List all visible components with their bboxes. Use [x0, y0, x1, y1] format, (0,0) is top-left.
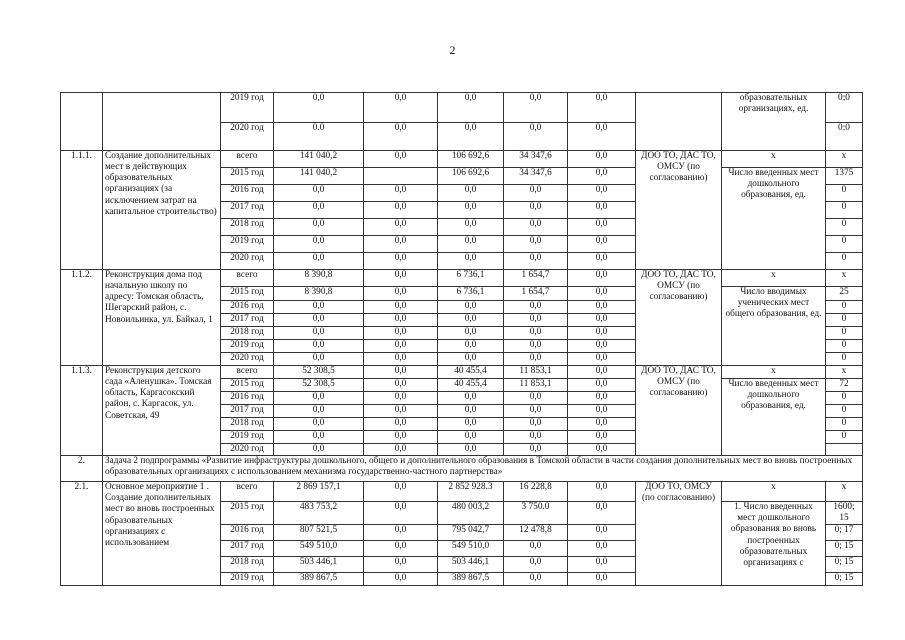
program-table	[60, 92, 863, 586]
indicator-x: x	[722, 366, 826, 379]
year-cell: всего	[221, 151, 274, 168]
amount-cell: 483 753,2	[274, 502, 364, 525]
year-cell: 2015 год	[221, 502, 274, 525]
value-x: x	[826, 482, 863, 502]
amount-cell: 0,0	[504, 185, 568, 202]
year-cell: всего	[221, 366, 274, 379]
amount-cell: 141 040,2	[274, 151, 364, 168]
amount-cell: 0,0	[364, 270, 438, 287]
amount-cell: 0,0	[504, 557, 568, 573]
amount-cell: 0,0	[568, 185, 636, 202]
amount-cell: 11 853,1	[504, 379, 568, 392]
year-cell: 2019 год	[221, 431, 274, 444]
value-cell: 0	[826, 301, 863, 314]
amount-cell: 0,0	[438, 202, 504, 219]
amount-cell: 0,0	[568, 151, 636, 168]
indicator-x: x	[722, 270, 826, 287]
year-cell: 2020 год	[221, 444, 274, 456]
value-cell: 0	[826, 236, 863, 253]
value-cell: 25	[826, 287, 863, 301]
amount-cell: 0,0	[504, 253, 568, 270]
amount-cell: 0,0	[568, 123, 636, 151]
amount-cell: 141 040,2	[274, 168, 364, 185]
amount-cell: 0,0	[438, 301, 504, 314]
amount-cell: 0,0	[274, 202, 364, 219]
amount-cell: 0,0	[504, 327, 568, 340]
executor-cell: ДОО ТО, ОМСУ (по согласованию)	[636, 482, 722, 585]
amount-cell: 0,0	[274, 405, 364, 418]
section-name: Создание дополнительных мест в действующих образовательных организациях (за исключением затрат на капитальное строительство)	[103, 151, 221, 270]
value-cell: 0	[826, 392, 863, 405]
amount-cell: 0,0	[364, 541, 438, 557]
year-cell: 2015 год	[221, 168, 274, 185]
amount-cell: 0,0	[364, 557, 438, 573]
amount-cell: 0,0	[504, 93, 568, 123]
amount-cell: 389 867,5	[438, 573, 504, 585]
amount-cell: 12 478,8	[504, 525, 568, 541]
amount-cell: 0,0	[274, 301, 364, 314]
amount-cell: 0,0	[568, 392, 636, 405]
year-cell: 2018 год	[221, 219, 274, 236]
year-cell: 2019 год	[221, 93, 274, 123]
amount-cell: 0,0	[568, 93, 636, 123]
amount-cell: 0,0	[438, 123, 504, 151]
executor-cell: ДОО ТО, ДАС ТО, ОМСУ (по согласованию)	[636, 366, 722, 456]
amount-cell: 0,0	[568, 366, 636, 379]
amount-cell: 0,0	[504, 301, 568, 314]
amount-cell: 0,0	[568, 557, 636, 573]
value-cell: 0	[826, 405, 863, 418]
amount-cell: 0,0	[438, 340, 504, 353]
amount-cell: 549 510,0	[274, 541, 364, 557]
amount-cell: 0,0	[274, 219, 364, 236]
amount-cell: 0,0	[364, 314, 438, 327]
amount-cell: 0,0	[504, 541, 568, 557]
value-cell: 0;0	[826, 123, 863, 151]
amount-cell: 0,0	[438, 405, 504, 418]
amount-cell: 0,0	[274, 418, 364, 431]
section-number: 1.1.2.	[61, 270, 103, 366]
amount-cell: 0,0	[504, 202, 568, 219]
indicator-cell: Число введенных мест дошкольного образования, ед.	[722, 379, 826, 456]
amount-cell: 0,0	[364, 573, 438, 585]
amount-cell	[364, 168, 438, 185]
amount-cell: 34 347,6	[504, 168, 568, 185]
year-cell: 2017 год	[221, 314, 274, 327]
amount-cell: 0,0	[364, 236, 438, 253]
amount-cell: 795 042,7	[438, 525, 504, 541]
amount-cell: 0,0	[364, 185, 438, 202]
amount-cell: 0,0	[568, 431, 636, 444]
value-cell: 0; 15	[826, 541, 863, 557]
amount-cell: 0,0	[568, 340, 636, 353]
amount-cell: 0,0	[364, 379, 438, 392]
value-x: x	[826, 366, 863, 379]
amount-cell: 0,0	[364, 444, 438, 456]
amount-cell: 0,0	[364, 253, 438, 270]
amount-cell: 0,0	[438, 236, 504, 253]
amount-cell: 0,0	[504, 405, 568, 418]
section-number: 2.1.	[61, 482, 103, 585]
amount-cell: 0,0	[568, 482, 636, 502]
amount-cell: 0,0	[364, 392, 438, 405]
amount-cell: 0,0	[438, 185, 504, 202]
amount-cell: 0,0	[364, 431, 438, 444]
amount-cell: 0,0	[568, 502, 636, 525]
amount-cell: 0,0	[364, 502, 438, 525]
amount-cell: 40 455,4	[438, 379, 504, 392]
amount-cell: 0,0	[568, 573, 636, 585]
amount-cell: 11 853,1	[504, 366, 568, 379]
year-cell: всего	[221, 482, 274, 502]
amount-cell: 480 003,2	[438, 502, 504, 525]
indicator-cell: 1. Число введенных мест дошкольного образования во вновь построенных образовательных организациях с	[722, 502, 826, 585]
amount-cell: 0,0	[568, 418, 636, 431]
year-cell: 2018 год	[221, 418, 274, 431]
amount-cell: 1 654,7	[504, 287, 568, 301]
amount-cell: 0,0	[274, 392, 364, 405]
amount-cell: 549 510,0	[438, 541, 504, 557]
value-cell: 0; 15	[826, 573, 863, 585]
year-cell: 2017 год	[221, 405, 274, 418]
amount-cell: 0,0	[438, 431, 504, 444]
amount-cell: 0,0	[438, 392, 504, 405]
amount-cell: 0,0	[364, 525, 438, 541]
amount-cell: 0,0	[364, 93, 438, 123]
amount-cell: 0,0	[568, 287, 636, 301]
name-cell	[103, 93, 221, 151]
amount-cell: 807 521,5	[274, 525, 364, 541]
task-number: 2.	[61, 456, 103, 482]
year-cell: 2017 год	[221, 541, 274, 557]
amount-cell: 0,0	[364, 327, 438, 340]
amount-cell: 0,0	[504, 236, 568, 253]
amount-cell: 0,0	[568, 444, 636, 456]
num-cell	[61, 93, 103, 151]
amount-cell: 0,0	[504, 392, 568, 405]
amount-cell: 106 692,6	[438, 168, 504, 185]
section-name: Основное мероприятие 1 . Создание дополнительных мест во вновь построенных образовательных организациях с использованием	[103, 482, 221, 585]
indicator-x: x	[722, 151, 826, 168]
amount-cell: 0,0	[568, 301, 636, 314]
indicator-cell: образовательных организациях, ед.	[722, 93, 826, 151]
year-cell: 2017 год	[221, 202, 274, 219]
amount-cell: 0,0	[568, 270, 636, 287]
amount-cell: 0,0	[364, 405, 438, 418]
section-number: 1.1.3.	[61, 366, 103, 456]
amount-cell: 0,0	[274, 236, 364, 253]
amount-cell: 0,0	[568, 253, 636, 270]
value-cell: 1375	[826, 168, 863, 185]
amount-cell: 0,0	[364, 482, 438, 502]
amount-cell: 0,0	[274, 253, 364, 270]
indicator-x: x	[722, 482, 826, 502]
amount-cell: 0,0	[438, 327, 504, 340]
amount-cell: 40 455,4	[438, 366, 504, 379]
indicator-cell: Число введенных мест дошкольного образования, ед.	[722, 168, 826, 270]
value-cell: 0	[826, 327, 863, 340]
amount-cell: 0.0	[274, 123, 364, 151]
amount-cell: 16 228,8	[504, 482, 568, 502]
value-cell: 0	[826, 340, 863, 353]
amount-cell: 0,0	[568, 168, 636, 185]
amount-cell: 0,0	[438, 418, 504, 431]
section-number: 1.1.1.	[61, 151, 103, 270]
amount-cell: 2 852 928.3	[438, 482, 504, 502]
amount-cell: 52 308,5	[274, 366, 364, 379]
page-number: 2	[449, 43, 456, 57]
amount-cell: 1 654,7	[504, 270, 568, 287]
amount-cell: 0,0	[274, 353, 364, 366]
value-cell: 0	[826, 418, 863, 431]
amount-cell: 0,0	[438, 219, 504, 236]
amount-cell: 0,0	[504, 418, 568, 431]
amount-cell: 0,0	[364, 202, 438, 219]
section-name: Реконструкция детского сада «Аленушка». Томская область, Каргасокский район, с. Каргасок, ул. Советская, 49	[103, 366, 221, 456]
section-name: Реконструкция дома под начальную школу по адресу: Томская область, Шегарский район, с. Новоильинка, ул. Байкал, 1	[103, 270, 221, 366]
amount-cell: 3 750.0	[504, 502, 568, 525]
amount-cell: 0,0	[274, 314, 364, 327]
amount-cell: 0,0	[568, 379, 636, 392]
amount-cell: 0,0	[568, 236, 636, 253]
amount-cell: 0,0	[364, 123, 438, 151]
year-cell: 2020 год	[221, 123, 274, 151]
amount-cell: 8 390,8	[274, 287, 364, 301]
executor-cell	[636, 93, 722, 151]
value-x: x	[826, 151, 863, 168]
amount-cell: 0,0	[568, 314, 636, 327]
amount-cell: 0,0	[504, 219, 568, 236]
year-cell: 2015 год	[221, 379, 274, 392]
value-cell: 0	[826, 431, 863, 444]
year-cell: 2016 год	[221, 525, 274, 541]
year-cell: 2020 год	[221, 253, 274, 270]
value-cell: 0	[826, 185, 863, 202]
year-cell: всего	[221, 270, 274, 287]
year-cell: 2019 год	[221, 236, 274, 253]
amount-cell: 0,0	[364, 219, 438, 236]
amount-cell: 0,0	[504, 353, 568, 366]
value-cell: 0	[826, 314, 863, 327]
year-cell: 2019 год	[221, 573, 274, 585]
executor-cell: ДОО ТО, ДАС ТО, ОМСУ (по согласованию)	[636, 151, 722, 270]
amount-cell: 0,0	[364, 151, 438, 168]
amount-cell: 0,0	[568, 525, 636, 541]
value-cell: 1600; 15	[826, 502, 863, 525]
amount-cell: 0,0	[504, 573, 568, 585]
value-cell: 0	[826, 202, 863, 219]
amount-cell: 503 446,1	[274, 557, 364, 573]
year-cell: 2019 год	[221, 340, 274, 353]
year-cell: 2015 год	[221, 287, 274, 301]
amount-cell: 0,0	[504, 431, 568, 444]
amount-cell: 0,0	[568, 219, 636, 236]
value-cell: 0	[826, 219, 863, 236]
year-cell: 2016 год	[221, 392, 274, 405]
amount-cell: 0,0	[274, 327, 364, 340]
amount-cell: 0,0	[274, 185, 364, 202]
amount-cell: 389 867,5	[274, 573, 364, 585]
amount-cell: 0,0	[568, 202, 636, 219]
amount-cell: 0,0	[568, 353, 636, 366]
amount-cell: 0,0	[568, 541, 636, 557]
year-cell: 2018 год	[221, 557, 274, 573]
value-cell: 0	[826, 253, 863, 270]
amount-cell: 0,0	[274, 431, 364, 444]
amount-cell: 0,0	[438, 253, 504, 270]
amount-cell: 2 869 157,1	[274, 482, 364, 502]
amount-cell: 0,0	[438, 444, 504, 456]
amount-cell: 0,0	[438, 93, 504, 123]
amount-cell: 6 736,1	[438, 287, 504, 301]
amount-cell: 0,0	[568, 327, 636, 340]
value-cell	[826, 444, 863, 456]
value-x: x	[826, 270, 863, 287]
value-cell: 0; 15	[826, 557, 863, 573]
task-text: Задача 2 подпрограммы «Развитие инфраструктуры дошкольного, общего и дополнительного образования в Томской области в части создания дополнительных мест во вновь построенных образовательных организациях с использованием механизма государственно-частного партнерства»	[103, 456, 863, 482]
amount-cell: 52 308,5	[274, 379, 364, 392]
amount-cell: 0,0	[364, 353, 438, 366]
amount-cell: 0,0	[504, 314, 568, 327]
amount-cell: 0,0	[504, 444, 568, 456]
amount-cell: 0,0	[274, 340, 364, 353]
year-cell: 2016 год	[221, 185, 274, 202]
amount-cell: 0,0	[438, 314, 504, 327]
amount-cell: 0,0	[364, 418, 438, 431]
amount-cell: 0,0	[364, 287, 438, 301]
amount-cell: 106 692,6	[438, 151, 504, 168]
amount-cell: 0,0	[364, 366, 438, 379]
amount-cell: 0,0	[504, 340, 568, 353]
value-cell: 0	[826, 353, 863, 366]
year-cell: 2016 год	[221, 301, 274, 314]
value-cell: 0; 17	[826, 525, 863, 541]
year-cell: 2020 год	[221, 353, 274, 366]
amount-cell: 503 446,1	[438, 557, 504, 573]
amount-cell: 0,0	[274, 93, 364, 123]
executor-cell: ДОО ТО, ДАС ТО, ОМСУ (по согласованию)	[636, 270, 722, 366]
amount-cell: 0,0	[364, 301, 438, 314]
amount-cell: 0,0	[568, 405, 636, 418]
amount-cell: 6 736,1	[438, 270, 504, 287]
value-cell: 0;0	[826, 93, 863, 123]
amount-cell: 0,0	[504, 123, 568, 151]
amount-cell: 8 390,8	[274, 270, 364, 287]
amount-cell: 34 347,6	[504, 151, 568, 168]
value-cell: 72	[826, 379, 863, 392]
indicator-cell: Число вводимых ученических мест общего образования, ед.	[722, 287, 826, 366]
amount-cell: 0,0	[438, 353, 504, 366]
amount-cell: 0,0	[274, 444, 364, 456]
year-cell: 2018 год	[221, 327, 274, 340]
amount-cell: 0,0	[364, 340, 438, 353]
